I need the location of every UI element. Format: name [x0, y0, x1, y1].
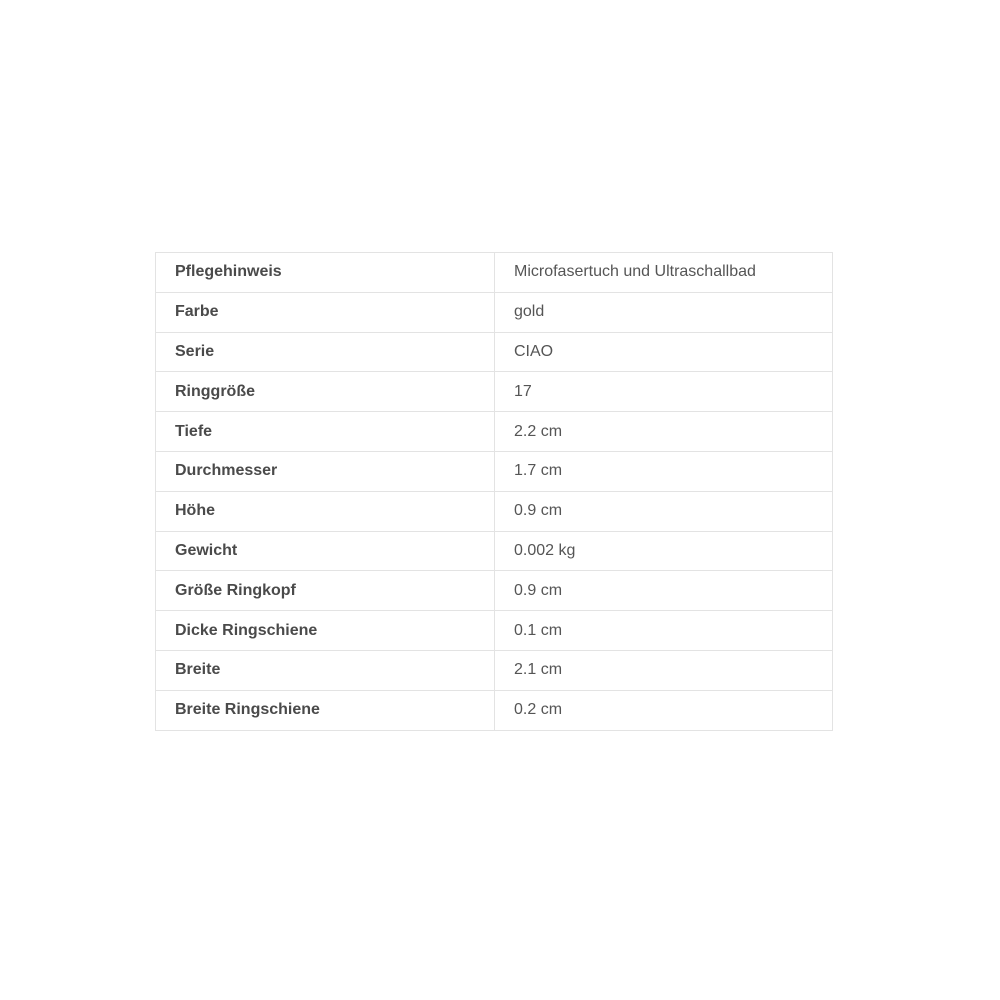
spec-label: Durchmesser — [156, 451, 495, 491]
table-row — [156, 650, 833, 690]
table-row — [156, 292, 833, 332]
table-row — [156, 531, 833, 571]
spec-label: Ringgröße — [156, 372, 495, 412]
spec-label: Pflegehinweis — [156, 253, 495, 293]
spec-value: 17 — [495, 372, 833, 412]
spec-value: 0.2 cm — [495, 690, 833, 730]
table-row — [156, 571, 833, 611]
table-row — [156, 253, 833, 293]
table-row — [156, 412, 833, 452]
spec-value: 2.2 cm — [495, 412, 833, 452]
spec-label: Größe Ringkopf — [156, 571, 495, 611]
spec-label: Gewicht — [156, 531, 495, 571]
spec-label: Dicke Ringschiene — [156, 611, 495, 651]
spec-label: Höhe — [156, 491, 495, 531]
table-row — [156, 451, 833, 491]
spec-value: 0.1 cm — [495, 611, 833, 651]
product-spec-table — [155, 252, 833, 731]
spec-value: 2.1 cm — [495, 650, 833, 690]
spec-label: Breite Ringschiene — [156, 690, 495, 730]
spec-table-body — [156, 253, 833, 731]
spec-value: CIAO — [495, 332, 833, 372]
spec-label: Breite — [156, 650, 495, 690]
table-row — [156, 372, 833, 412]
spec-label: Farbe — [156, 292, 495, 332]
spec-value: 0.002 kg — [495, 531, 833, 571]
table-row — [156, 332, 833, 372]
table-row — [156, 491, 833, 531]
table-row — [156, 690, 833, 730]
spec-label: Tiefe — [156, 412, 495, 452]
spec-value: 0.9 cm — [495, 571, 833, 611]
spec-value: Microfasertuch und Ultraschallbad — [495, 253, 833, 293]
table-row — [156, 611, 833, 651]
spec-value: 1.7 cm — [495, 451, 833, 491]
spec-label: Serie — [156, 332, 495, 372]
spec-value: gold — [495, 292, 833, 332]
spec-value: 0.9 cm — [495, 491, 833, 531]
